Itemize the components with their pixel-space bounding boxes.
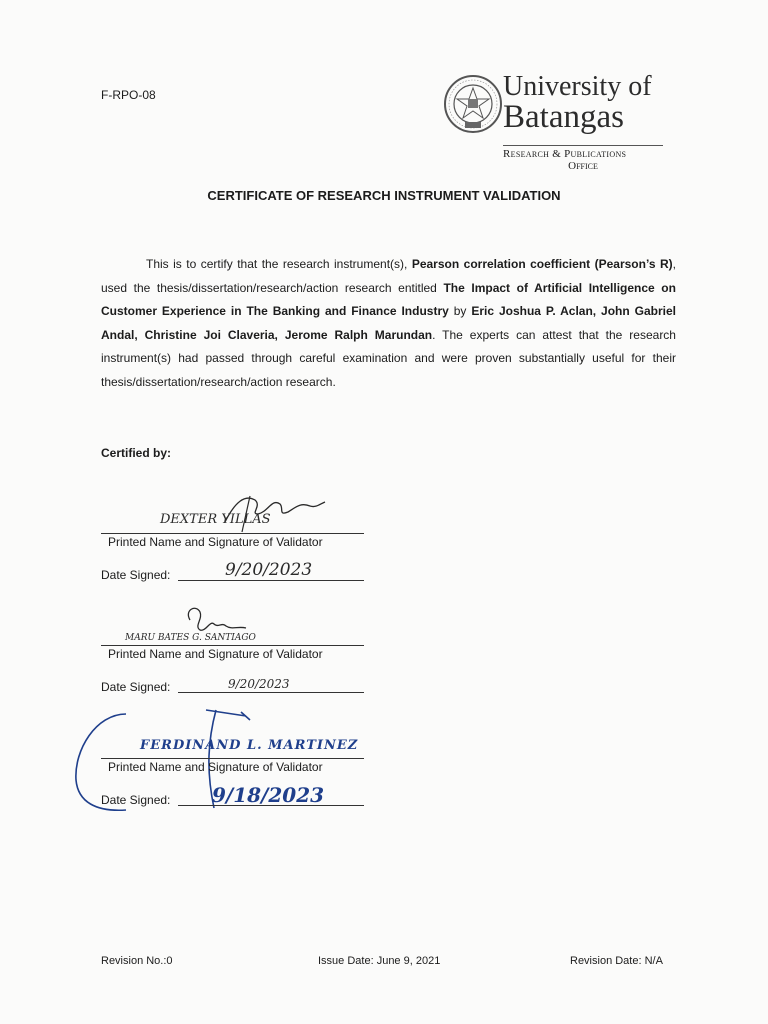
body-text-2: , used the thesis/dissertation/research/action research entitled <box>101 257 676 295</box>
author-list: Eric Joshua P. Aclan, John Gabriel Andal, Christine Joi Claveria, Jerome Ralph Marundan <box>101 304 676 342</box>
validator-1-date-line <box>178 580 364 581</box>
body-text-4: . The experts can attest that the research instrument(s) had passed through careful examination and were proven substantially useful for their thesis/dissertation/research/action research. <box>101 327 676 389</box>
body-text-3: by <box>453 304 467 318</box>
body-text-1: This is to certify that the research instrument(s), <box>146 257 408 271</box>
validator-3-date-line <box>178 805 364 806</box>
validator-3-handwritten-date: 9/18/2023 <box>212 783 325 807</box>
validator-2-signature-line <box>101 645 364 646</box>
validator-3-date-label: Date Signed: <box>101 793 171 807</box>
certified-by-label: Certified by: <box>101 446 172 460</box>
university-name-line1: University of <box>503 71 652 102</box>
research-title: The Impact of Artificial Intelligence on Customer Experience in The Banking and Finance Industry <box>101 280 676 318</box>
revision-number: Revision No.:0 <box>101 955 173 967</box>
instrument-name: Pearson correlation coefficient (Pearson’s R) <box>411 257 673 271</box>
validator-2-date-label: Date Signed: <box>101 680 171 694</box>
document-title: CERTIFICATE OF RESEARCH INSTRUMENT VALIDATION <box>207 188 561 203</box>
validator-1-handwritten-date: 9/20/2023 <box>225 560 313 580</box>
university-seal-icon <box>443 74 503 134</box>
validator-2-handwritten-date: 9/20/2023 <box>228 677 290 691</box>
certification-paragraph <box>101 253 676 394</box>
validator-2-handwritten-name: MARU BATES G. SANTIAGO <box>125 633 256 643</box>
validator-3-handwritten-name: FERDINAND L. MARTINEZ <box>140 738 359 753</box>
validator-3-caption: Printed Name and Signature of Validator <box>108 760 323 774</box>
office-name-line2: Office <box>568 160 598 172</box>
validator-3-signature-line <box>101 758 364 759</box>
validator-1-handwritten-name: DEXTER YILLAS <box>160 512 271 527</box>
issue-date: Issue Date: June 9, 2021 <box>318 955 441 967</box>
validator-1-caption: Printed Name and Signature of Validator <box>108 535 323 549</box>
validator-1-signature-line <box>101 533 364 534</box>
validator-1-date-label: Date Signed: <box>101 568 171 582</box>
office-name-line1: Research & Publications <box>503 148 627 160</box>
validator-2-date-line <box>178 692 364 693</box>
validator-2-caption: Printed Name and Signature of Validator <box>108 647 323 661</box>
office-divider <box>503 145 663 146</box>
university-name-line2: Batangas <box>503 99 624 135</box>
form-code: F-RPO-08 <box>101 88 156 102</box>
revision-date: Revision Date: N/A <box>570 955 663 967</box>
